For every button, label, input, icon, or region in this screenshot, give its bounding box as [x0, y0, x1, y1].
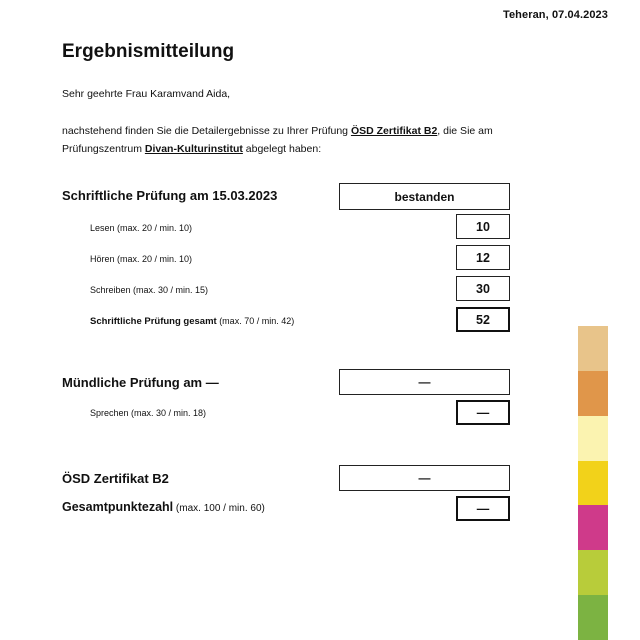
color-strip-segment	[578, 595, 608, 640]
written-total-title: Schriftliche Prüfung gesamt	[90, 316, 217, 327]
speaking-label: Sprechen (max. 30 / min. 18)	[90, 408, 207, 418]
intro-text-1: nachstehend finden Sie die Detailergebnisse zu Ihrer Prüfung	[62, 125, 351, 137]
intro-text-3: Prüfungszentrum	[62, 143, 145, 155]
color-strip-segment	[578, 326, 608, 371]
exam-name: ÖSD Zertifikat B2	[350, 125, 438, 137]
writing-score: 30	[456, 276, 510, 301]
place-date: Teheran, 07.04.2023	[502, 9, 608, 21]
written-total-score: 52	[456, 307, 510, 332]
reading-score: 10	[456, 214, 510, 239]
listening-label: Hören (max. 20 / min. 10)	[90, 254, 193, 264]
overall-total-range: (max. 100 / min. 60)	[173, 503, 265, 514]
speaking-score: —	[456, 400, 510, 425]
exam-center: Divan-Kulturinstitut	[144, 143, 243, 155]
reading-label: Lesen (max. 20 / min. 10)	[90, 223, 193, 233]
written-total-label	[90, 316, 294, 327]
intro-text-4: abgelegt haben:	[242, 143, 322, 155]
overall-total-title: Gesamtpunktezahl	[62, 500, 174, 514]
page-title: Ergebnismitteilung	[62, 41, 235, 62]
color-strip-segment	[578, 550, 608, 595]
decorative-color-strip	[578, 326, 608, 640]
color-strip-segment	[578, 461, 608, 506]
written-exam-result: bestanden	[339, 183, 510, 210]
writing-label: Schreiben (max. 30 / min. 15)	[90, 285, 209, 295]
written-total-range: (max. 70 / min. 42)	[216, 316, 295, 326]
certificate-result: —	[339, 465, 510, 491]
intro-paragraph	[62, 122, 582, 158]
salutation: Sehr geehrte Frau Karamvand Aida,	[62, 88, 231, 100]
listening-score: 12	[456, 245, 510, 270]
intro-text-2: , die Sie am	[437, 125, 493, 137]
overall-total-label	[62, 500, 265, 514]
certificate-title: ÖSD Zertifikat B2	[62, 471, 169, 486]
oral-exam-title: Mündliche Prüfung am —	[62, 375, 219, 390]
color-strip-segment	[578, 505, 608, 550]
color-strip-segment	[578, 416, 608, 461]
oral-exam-result: —	[339, 369, 510, 395]
color-strip-segment	[578, 371, 608, 416]
overall-total-score: —	[456, 496, 510, 521]
written-exam-title: Schriftliche Prüfung am 15.03.2023	[62, 188, 278, 203]
